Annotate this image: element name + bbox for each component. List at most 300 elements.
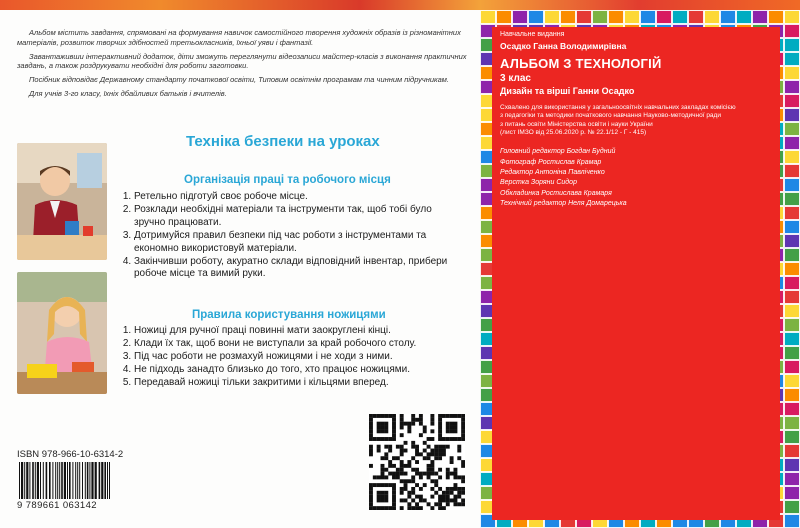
credit-line: Редактор Антоніна Павліченко bbox=[500, 169, 605, 176]
qr-module bbox=[419, 506, 423, 510]
qr-module bbox=[457, 456, 461, 460]
barcode-bar bbox=[57, 462, 58, 499]
qr-module bbox=[407, 506, 411, 510]
barcode-bar bbox=[69, 462, 71, 499]
qr-module bbox=[438, 475, 442, 479]
credit-line: Фотограф Ростислав Крамар bbox=[500, 158, 602, 166]
qr-module bbox=[427, 445, 431, 449]
qr-module bbox=[369, 445, 373, 449]
mosaic-tile bbox=[784, 486, 800, 500]
mosaic-tile bbox=[784, 402, 800, 416]
imprint-block bbox=[500, 30, 775, 210]
mosaic-tile bbox=[784, 38, 800, 52]
qr-module bbox=[457, 502, 461, 506]
qr-module bbox=[404, 422, 408, 426]
mosaic-tile bbox=[512, 10, 528, 24]
qr-module bbox=[377, 491, 381, 495]
qr-module bbox=[381, 468, 385, 472]
qr-module bbox=[427, 464, 431, 468]
mosaic-tile bbox=[784, 276, 800, 290]
qr-module bbox=[373, 483, 377, 487]
qr-module bbox=[381, 498, 385, 502]
qr-module bbox=[392, 433, 396, 437]
qr-module bbox=[400, 487, 404, 491]
qr-module bbox=[384, 495, 388, 499]
qr-module bbox=[457, 414, 461, 418]
qr-module bbox=[400, 433, 404, 437]
approval-note bbox=[500, 104, 775, 137]
rule-item: 4. Не підходь занадто близько до того, хто працює ножицями. bbox=[134, 364, 462, 377]
barcode-bar bbox=[75, 462, 76, 499]
qr-module bbox=[453, 437, 457, 441]
qr-module bbox=[404, 449, 408, 453]
qr-module bbox=[430, 449, 434, 453]
mosaic-tile bbox=[672, 10, 688, 24]
mosaic-tile bbox=[544, 10, 560, 24]
qr-module bbox=[453, 498, 457, 502]
mosaic-tile bbox=[784, 122, 800, 136]
qr-module bbox=[384, 483, 388, 487]
qr-module bbox=[369, 487, 373, 491]
qr-module bbox=[457, 445, 461, 449]
mosaic-tile bbox=[784, 108, 800, 122]
author-name: Осадко Ганна Володимирівна bbox=[500, 41, 627, 51]
rule-item: 4. Закінчивши роботу, акуратно склади відповідний інвентар, прибери робоче місце та вимий руки. bbox=[134, 256, 462, 282]
qr-module bbox=[381, 414, 385, 418]
qr-module bbox=[407, 460, 411, 464]
top-decorative-band bbox=[0, 0, 800, 10]
mosaic-tile bbox=[784, 164, 800, 178]
mosaic-tile bbox=[784, 472, 800, 486]
rule-item: 5. Передавай ножиці тільки закритими і кільцями вперед. bbox=[134, 377, 462, 390]
qr-module bbox=[453, 422, 457, 426]
barcode-bar bbox=[46, 462, 48, 499]
qr-module bbox=[377, 437, 381, 441]
qr-module bbox=[381, 456, 385, 460]
barcode-bar bbox=[43, 462, 44, 499]
barcode-bar bbox=[99, 462, 101, 499]
qr-module bbox=[450, 429, 454, 433]
qr-module bbox=[430, 487, 434, 491]
qr-module bbox=[415, 495, 419, 499]
qr-module bbox=[461, 464, 465, 468]
qr-module bbox=[400, 422, 404, 426]
qr-module bbox=[457, 475, 461, 479]
qr-module bbox=[373, 414, 377, 418]
qr-module bbox=[442, 506, 446, 510]
qr-module bbox=[369, 418, 373, 422]
rule-item: 2. Розклади необхідні матеріали та інструменти так, щоб тобі було зручно працювати. bbox=[134, 204, 462, 230]
photo-boy-illustration bbox=[17, 143, 107, 260]
safety-title: Техніка безпеки на уроках bbox=[186, 133, 380, 150]
qr-module bbox=[442, 452, 446, 456]
qr-module bbox=[404, 483, 408, 487]
qr-module bbox=[434, 456, 438, 460]
qr-module bbox=[415, 502, 419, 506]
qr-module bbox=[369, 495, 373, 499]
qr-module bbox=[457, 495, 461, 499]
qr-module bbox=[404, 479, 408, 483]
qr-module bbox=[434, 483, 438, 487]
qr-module bbox=[438, 502, 442, 506]
qr-module bbox=[430, 414, 434, 418]
mosaic-tile bbox=[784, 10, 800, 24]
qr-module bbox=[419, 472, 423, 476]
qr-module bbox=[457, 491, 461, 495]
qr-module bbox=[453, 502, 457, 506]
qr-module bbox=[438, 456, 442, 460]
qr-module bbox=[404, 464, 408, 468]
qr-module bbox=[369, 426, 373, 430]
qr-module bbox=[415, 418, 419, 422]
qr-module bbox=[415, 449, 419, 453]
mosaic-tile bbox=[656, 10, 672, 24]
qr-module bbox=[438, 506, 442, 510]
mosaic-tile bbox=[784, 430, 800, 444]
approval-line: (лист ІМЗО від 25.06.2020 р. № 22.1/12 - Г - 415) bbox=[500, 128, 647, 136]
qr-module bbox=[373, 506, 377, 510]
qr-module bbox=[461, 426, 465, 430]
qr-module bbox=[407, 429, 411, 433]
qr-module bbox=[407, 491, 411, 495]
qr-module bbox=[384, 422, 388, 426]
qr-module bbox=[423, 441, 427, 445]
qr-module bbox=[427, 437, 431, 441]
barcode-bar bbox=[85, 462, 86, 499]
book-title: АЛЬБОМ З ТЕХНОЛОГІЙ bbox=[500, 56, 662, 71]
barcode-bar bbox=[21, 462, 23, 499]
qr-module bbox=[419, 418, 423, 422]
qr-module bbox=[392, 456, 396, 460]
qr-module bbox=[438, 445, 442, 449]
mosaic-tile bbox=[784, 444, 800, 458]
qr-module bbox=[461, 437, 465, 441]
qr-module bbox=[415, 452, 419, 456]
qr-module bbox=[388, 437, 392, 441]
qr-module bbox=[446, 487, 450, 491]
mosaic-tile bbox=[736, 10, 752, 24]
qr-module bbox=[438, 429, 442, 433]
qr-module bbox=[392, 426, 396, 430]
qr-module bbox=[400, 479, 404, 483]
qr-module bbox=[396, 475, 400, 479]
qr-module bbox=[411, 414, 415, 418]
qr-module bbox=[461, 487, 465, 491]
qr-module bbox=[396, 468, 400, 472]
qr-module bbox=[381, 422, 385, 426]
qr-module bbox=[377, 414, 381, 418]
qr-module bbox=[430, 437, 434, 441]
qr-module bbox=[430, 506, 434, 510]
qr-module bbox=[430, 472, 434, 476]
qr-module bbox=[400, 452, 404, 456]
qr-module bbox=[411, 479, 415, 483]
qr-module bbox=[430, 464, 434, 468]
mosaic-tile bbox=[704, 10, 720, 24]
barcode-bar bbox=[107, 462, 108, 499]
qr-module bbox=[411, 418, 415, 422]
qr-module bbox=[438, 487, 442, 491]
qr-module bbox=[373, 437, 377, 441]
qr-module bbox=[369, 437, 373, 441]
qr-module bbox=[461, 429, 465, 433]
qr-module bbox=[377, 429, 381, 433]
qr-module bbox=[404, 498, 408, 502]
qr-module bbox=[427, 452, 431, 456]
qr-module bbox=[427, 456, 431, 460]
qr-module bbox=[392, 498, 396, 502]
qr-module bbox=[430, 452, 434, 456]
mosaic-tile bbox=[640, 10, 656, 24]
qr-module bbox=[442, 449, 446, 453]
qr-module bbox=[369, 429, 373, 433]
qr-module bbox=[377, 475, 381, 479]
qr-module bbox=[461, 433, 465, 437]
qr-module bbox=[419, 475, 423, 479]
barcode-number: 9 789661 063142 bbox=[17, 500, 97, 511]
barcode-bar bbox=[82, 462, 83, 499]
mosaic-tile bbox=[496, 10, 512, 24]
mosaic-tile bbox=[784, 178, 800, 192]
qr-module bbox=[423, 456, 427, 460]
barcode-bar bbox=[104, 462, 106, 499]
qr-module bbox=[446, 475, 450, 479]
qr-module bbox=[392, 437, 396, 441]
qr-module bbox=[430, 495, 434, 499]
barcode-bar bbox=[89, 462, 90, 499]
qr-module bbox=[392, 495, 396, 499]
barcode-bar bbox=[40, 462, 41, 499]
edition-type: Навчальне видання bbox=[500, 31, 565, 38]
barcode-bar bbox=[67, 462, 68, 499]
qr-module bbox=[450, 422, 454, 426]
qr-module bbox=[453, 487, 457, 491]
qr-module bbox=[396, 472, 400, 476]
qr-module bbox=[461, 479, 465, 483]
barcode-bar bbox=[72, 462, 73, 499]
qr-module bbox=[457, 449, 461, 453]
qr-module bbox=[450, 456, 454, 460]
approval-line: з питань освіти Міністерства освіти і науки України bbox=[500, 120, 653, 128]
qr-module bbox=[381, 472, 385, 476]
qr-module bbox=[369, 452, 373, 456]
qr-module bbox=[450, 491, 454, 495]
qr-module bbox=[411, 441, 415, 445]
barcode-bar bbox=[24, 462, 25, 499]
qr-module bbox=[407, 502, 411, 506]
qr-module bbox=[446, 445, 450, 449]
qr-module bbox=[400, 464, 404, 468]
qr-module bbox=[400, 472, 404, 476]
barcode-bar bbox=[64, 462, 66, 499]
qr-module bbox=[377, 483, 381, 487]
barcode-bar bbox=[61, 462, 63, 499]
qr-module bbox=[434, 502, 438, 506]
qr-module bbox=[446, 491, 450, 495]
mosaic-tile bbox=[784, 458, 800, 472]
barcode-bar bbox=[35, 462, 36, 499]
qr-module bbox=[388, 472, 392, 476]
qr-module bbox=[381, 437, 385, 441]
barcode-bar bbox=[109, 462, 110, 499]
qr-module bbox=[446, 422, 450, 426]
qr-module bbox=[411, 422, 415, 426]
qr-module bbox=[392, 475, 396, 479]
credit-line: Обкладинка Ростислава Крамаря bbox=[500, 189, 612, 197]
qr-module bbox=[415, 468, 419, 472]
mosaic-tile bbox=[784, 66, 800, 80]
barcode-bar bbox=[26, 462, 28, 499]
mosaic-tile bbox=[784, 332, 800, 346]
qr-module bbox=[446, 472, 450, 476]
barcode-bar bbox=[91, 462, 93, 499]
mosaic-tile bbox=[784, 388, 800, 402]
qr-module bbox=[446, 437, 450, 441]
mosaic-tile bbox=[576, 10, 592, 24]
rule-item: 3. Дотримуйся правил безпеки під час роботи з інструментами та економно використовуй матеріали. bbox=[134, 230, 462, 256]
qr-module bbox=[453, 426, 457, 430]
qr-module bbox=[415, 445, 419, 449]
workplace-heading: Організація праці та робочого місця bbox=[184, 174, 391, 186]
mosaic-tile bbox=[784, 24, 800, 38]
barcode-bar bbox=[87, 462, 89, 499]
qr-module bbox=[438, 426, 442, 430]
mosaic-tile bbox=[784, 150, 800, 164]
qr-module bbox=[419, 452, 423, 456]
isbn-text: ISBN 978-966-10-6314-2 bbox=[17, 449, 124, 460]
intro-paragraph: Альбом містить завдання, спрямовані на формування навичок самостійного творення художніх образів із різноманітних матеріалів, розвиток творчих здібностей третьокласників, їхньої уяви і фантазії. bbox=[17, 28, 461, 47]
qr-module bbox=[384, 429, 388, 433]
qr-module bbox=[434, 449, 438, 453]
qr-module bbox=[384, 456, 388, 460]
intro-paragraph: Завантаживши інтерактивний додаток, діти зможуть переглянути відеозаписи майстер-класів з виконання практичних завдань, а також роздрукувати необхідні для роботи заготовки. bbox=[17, 51, 467, 71]
qr-module bbox=[411, 498, 415, 502]
mosaic-tile bbox=[784, 514, 800, 528]
qr-module bbox=[411, 491, 415, 495]
barcode-bar bbox=[52, 462, 53, 499]
qr-module bbox=[369, 491, 373, 495]
barcode-bar bbox=[77, 462, 78, 499]
qr-module bbox=[373, 475, 377, 479]
qr-module bbox=[384, 468, 388, 472]
qr-module bbox=[446, 502, 450, 506]
qr-module bbox=[392, 429, 396, 433]
qr-module bbox=[453, 495, 457, 499]
qr-module bbox=[442, 491, 446, 495]
qr-module bbox=[384, 506, 388, 510]
qr-module bbox=[438, 414, 442, 418]
qr-module bbox=[453, 472, 457, 476]
workplace-rules bbox=[122, 191, 462, 281]
barcode-bar bbox=[19, 462, 20, 499]
qr-module bbox=[369, 502, 373, 506]
qr-module bbox=[400, 418, 404, 422]
qr-module bbox=[392, 483, 396, 487]
qr-module bbox=[396, 456, 400, 460]
mosaic-tile bbox=[784, 500, 800, 514]
mosaic-tile bbox=[560, 10, 576, 24]
qr-module bbox=[400, 426, 404, 430]
qr-module bbox=[450, 437, 454, 441]
qr-module bbox=[400, 460, 404, 464]
mosaic-tile bbox=[784, 248, 800, 262]
qr-module bbox=[384, 426, 388, 430]
qr-module bbox=[381, 491, 385, 495]
qr-module bbox=[369, 483, 373, 487]
qr-module bbox=[434, 472, 438, 476]
mosaic-tile bbox=[528, 10, 544, 24]
qr-module bbox=[430, 429, 434, 433]
qr-module bbox=[377, 445, 381, 449]
qr-module bbox=[461, 475, 465, 479]
qr-module bbox=[369, 422, 373, 426]
qr-module bbox=[392, 414, 396, 418]
qr-module bbox=[400, 414, 404, 418]
qr-module bbox=[461, 418, 465, 422]
qr-module bbox=[400, 491, 404, 495]
qr-module bbox=[430, 460, 434, 464]
credit-line: Головний редактор Богдан Будний bbox=[500, 148, 616, 156]
qr-module bbox=[419, 414, 423, 418]
qr-module bbox=[369, 433, 373, 437]
qr-module bbox=[407, 426, 411, 430]
qr-module bbox=[377, 495, 381, 499]
qr-module bbox=[411, 506, 415, 510]
qr-module bbox=[419, 422, 423, 426]
qr-module bbox=[400, 506, 404, 510]
qr-module bbox=[381, 475, 385, 479]
mosaic-tile bbox=[784, 416, 800, 430]
mosaic-tile bbox=[784, 262, 800, 276]
qr-module bbox=[369, 498, 373, 502]
intro-paragraph: Для учнів 3-го класу, їхніх дбайливих батьків і вчителів. bbox=[29, 88, 227, 98]
qr-module bbox=[392, 422, 396, 426]
qr-module bbox=[419, 498, 423, 502]
qr-module bbox=[453, 468, 457, 472]
qr-module bbox=[446, 414, 450, 418]
approval-line: Схвалено для використання у загальноосвітніх навчальних закладах комісією bbox=[500, 104, 736, 111]
qr-module bbox=[430, 422, 434, 426]
intro-paragraph: Посібник відповідає Державному стандарту початкової освіти, Типовим освітнім програмам та чинним підручникам. bbox=[29, 75, 449, 85]
qr-module bbox=[446, 468, 450, 472]
grade-label: 3 клас bbox=[500, 73, 531, 84]
mosaic-tile bbox=[784, 234, 800, 248]
qr-module bbox=[392, 487, 396, 491]
rule-item: 1. Ретельно підготуй своє робоче місце. bbox=[134, 191, 462, 204]
mosaic-tile bbox=[784, 206, 800, 220]
qr-module bbox=[396, 445, 400, 449]
qr-module bbox=[427, 472, 431, 476]
qr-module bbox=[384, 437, 388, 441]
mosaic-tile bbox=[720, 10, 736, 24]
qr-module bbox=[392, 502, 396, 506]
qr-module bbox=[438, 498, 442, 502]
mosaic-tile bbox=[784, 136, 800, 150]
qr-module bbox=[438, 495, 442, 499]
qr-module bbox=[415, 483, 419, 487]
qr-code[interactable] bbox=[369, 414, 465, 510]
qr-module bbox=[392, 491, 396, 495]
barcode-bar bbox=[32, 462, 34, 499]
qr-module bbox=[427, 468, 431, 472]
qr-module bbox=[423, 483, 427, 487]
qr-module bbox=[442, 414, 446, 418]
qr-module bbox=[430, 468, 434, 472]
mosaic-tile bbox=[752, 10, 768, 24]
qr-module bbox=[427, 502, 431, 506]
qr-module bbox=[461, 498, 465, 502]
qr-module bbox=[457, 487, 461, 491]
